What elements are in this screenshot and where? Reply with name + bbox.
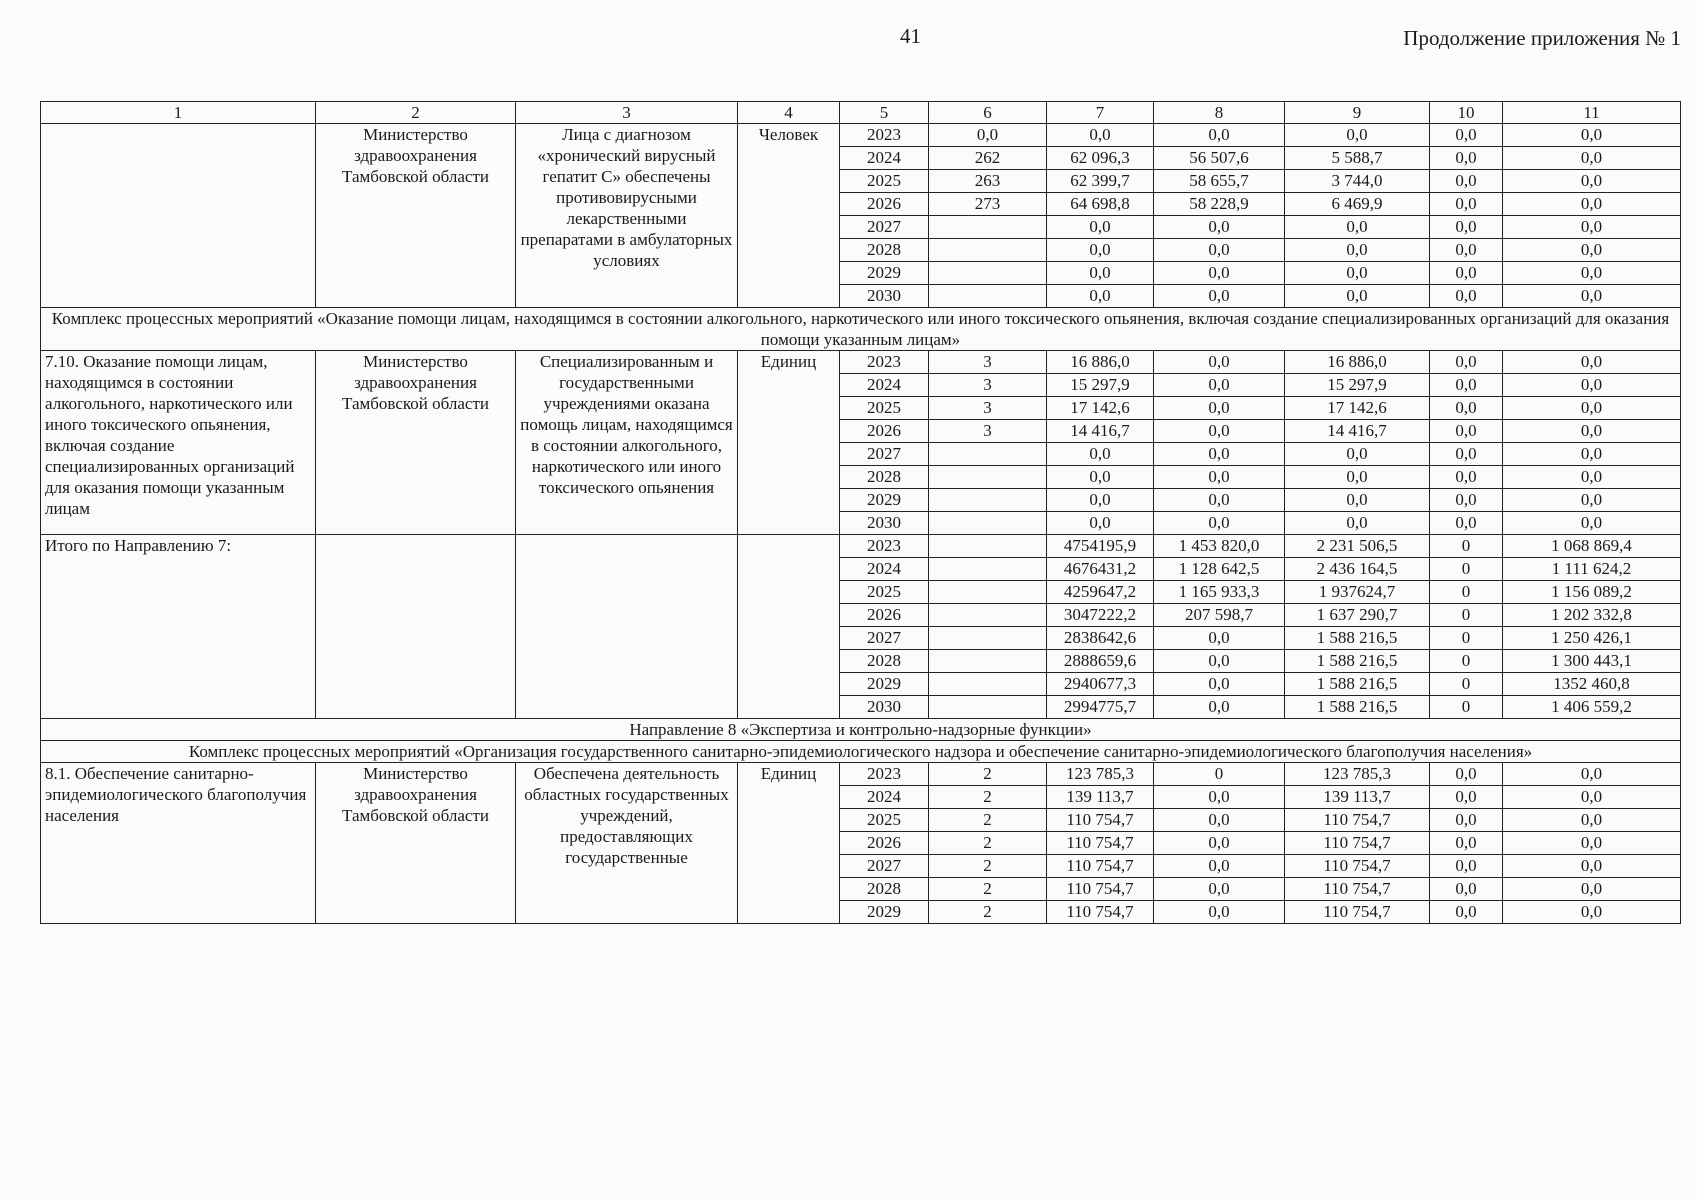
local-budget: 0,0 <box>1430 262 1503 285</box>
extra-budget: 1 068 869,4 <box>1503 535 1681 558</box>
total-funding: 0,0 <box>1047 262 1154 285</box>
extra-budget: 0,0 <box>1503 170 1681 193</box>
target-value: 2 <box>929 901 1047 924</box>
target-value: 2 <box>929 878 1047 901</box>
year: 2025 <box>840 170 929 193</box>
federal-budget: 0,0 <box>1154 832 1285 855</box>
local-budget: 0,0 <box>1430 170 1503 193</box>
year: 2026 <box>840 832 929 855</box>
result-description: Обеспечена деятельность областных государственных учреждений, предоставляющих государственные <box>516 763 738 924</box>
extra-budget: 1 156 089,2 <box>1503 581 1681 604</box>
year: 2025 <box>840 397 929 420</box>
complex-title: Комплекс процессных мероприятий «Организация государственного санитарно-эпидемиологического надзора и обеспечение санитарно-эпидемиологического благополучия населения» <box>41 741 1681 763</box>
year: 2028 <box>840 878 929 901</box>
regional-budget: 1 588 216,5 <box>1285 627 1430 650</box>
year: 2024 <box>840 374 929 397</box>
year: 2027 <box>840 855 929 878</box>
extra-budget: 0,0 <box>1503 786 1681 809</box>
target-value <box>929 535 1047 558</box>
year: 2026 <box>840 193 929 216</box>
direction-title-row <box>41 719 1681 741</box>
target-value <box>929 627 1047 650</box>
total-funding: 0,0 <box>1047 512 1154 535</box>
total-funding: 2940677,3 <box>1047 673 1154 696</box>
local-budget: 0,0 <box>1430 285 1503 308</box>
extra-budget: 0,0 <box>1503 351 1681 374</box>
local-budget: 0 <box>1430 650 1503 673</box>
year: 2024 <box>840 786 929 809</box>
local-budget: 0 <box>1430 604 1503 627</box>
total-funding: 3047222,2 <box>1047 604 1154 627</box>
local-budget: 0,0 <box>1430 147 1503 170</box>
complex-title-row <box>41 308 1681 351</box>
year: 2030 <box>840 696 929 719</box>
year: 2028 <box>840 650 929 673</box>
total-funding: 62 399,7 <box>1047 170 1154 193</box>
target-value <box>929 650 1047 673</box>
column-number-11: 11 <box>1503 102 1681 124</box>
year: 2029 <box>840 673 929 696</box>
year: 2023 <box>840 535 929 558</box>
column-number-3: 3 <box>516 102 738 124</box>
total-funding: 2994775,7 <box>1047 696 1154 719</box>
local-budget: 0,0 <box>1430 901 1503 924</box>
regional-budget: 1 588 216,5 <box>1285 650 1430 673</box>
extra-budget: 1 250 426,1 <box>1503 627 1681 650</box>
complex-title: Комплекс процессных мероприятий «Оказание помощи лицам, находящимся в состоянии алкогольного, наркотического или иного токсического опьянения, включая создание специализированных организаций для оказания помощи указанным лицам» <box>41 308 1681 351</box>
target-value <box>929 581 1047 604</box>
local-budget: 0 <box>1430 696 1503 719</box>
federal-budget: 0,0 <box>1154 239 1285 262</box>
total-label: Итого по Направлению 7: <box>41 535 316 719</box>
local-budget: 0,0 <box>1430 466 1503 489</box>
federal-budget: 1 128 642,5 <box>1154 558 1285 581</box>
federal-budget: 0,0 <box>1154 901 1285 924</box>
empty-cell <box>316 535 516 719</box>
local-budget: 0 <box>1430 581 1503 604</box>
federal-budget: 58 228,9 <box>1154 193 1285 216</box>
year: 2026 <box>840 420 929 443</box>
total-funding: 0,0 <box>1047 285 1154 308</box>
total-funding: 110 754,7 <box>1047 832 1154 855</box>
federal-budget: 0,0 <box>1154 512 1285 535</box>
extra-budget: 0,0 <box>1503 489 1681 512</box>
unit: Единиц <box>738 763 840 924</box>
extra-budget: 0,0 <box>1503 832 1681 855</box>
regional-budget: 0,0 <box>1285 216 1430 239</box>
federal-budget: 0 <box>1154 763 1285 786</box>
federal-budget: 0,0 <box>1154 786 1285 809</box>
extra-budget: 1 300 443,1 <box>1503 650 1681 673</box>
total-funding: 139 113,7 <box>1047 786 1154 809</box>
federal-budget: 0,0 <box>1154 443 1285 466</box>
regional-budget: 0,0 <box>1285 124 1430 147</box>
target-value <box>929 285 1047 308</box>
extra-budget: 0,0 <box>1503 809 1681 832</box>
executor: Министерство здравоохранения Тамбовской области <box>316 351 516 535</box>
target-value <box>929 466 1047 489</box>
extra-budget: 1 406 559,2 <box>1503 696 1681 719</box>
total-funding: 110 754,7 <box>1047 878 1154 901</box>
total-funding: 0,0 <box>1047 443 1154 466</box>
column-number-4: 4 <box>738 102 840 124</box>
year: 2025 <box>840 809 929 832</box>
total-funding: 4676431,2 <box>1047 558 1154 581</box>
federal-budget: 56 507,6 <box>1154 147 1285 170</box>
regional-budget: 110 754,7 <box>1285 878 1430 901</box>
federal-budget: 0,0 <box>1154 696 1285 719</box>
local-budget: 0,0 <box>1430 124 1503 147</box>
year: 2028 <box>840 466 929 489</box>
result-description: Лица с диагнозом «хронический вирусный гепатит С» обеспечены противовирусными лекарственными препаратами в амбулаторных условиях <box>516 124 738 308</box>
column-number-1: 1 <box>41 102 316 124</box>
target-value <box>929 558 1047 581</box>
target-value: 2 <box>929 763 1047 786</box>
local-budget: 0,0 <box>1430 489 1503 512</box>
total-funding: 0,0 <box>1047 466 1154 489</box>
local-budget: 0,0 <box>1430 832 1503 855</box>
regional-budget: 110 754,7 <box>1285 901 1430 924</box>
year: 2024 <box>840 147 929 170</box>
extra-budget: 0,0 <box>1503 262 1681 285</box>
local-budget: 0,0 <box>1430 809 1503 832</box>
local-budget: 0 <box>1430 627 1503 650</box>
extra-budget: 0,0 <box>1503 397 1681 420</box>
target-value <box>929 696 1047 719</box>
year: 2029 <box>840 262 929 285</box>
extra-budget: 0,0 <box>1503 216 1681 239</box>
total-funding: 4754195,9 <box>1047 535 1154 558</box>
target-value <box>929 262 1047 285</box>
target-value: 273 <box>929 193 1047 216</box>
federal-budget: 0,0 <box>1154 397 1285 420</box>
column-number-2: 2 <box>316 102 516 124</box>
extra-budget: 0,0 <box>1503 443 1681 466</box>
target-value <box>929 239 1047 262</box>
regional-budget: 2 436 164,5 <box>1285 558 1430 581</box>
table-row <box>41 351 1681 374</box>
target-value: 3 <box>929 374 1047 397</box>
target-value: 2 <box>929 832 1047 855</box>
extra-budget: 1352 460,8 <box>1503 673 1681 696</box>
column-number-row <box>41 102 1681 124</box>
target-value <box>929 443 1047 466</box>
column-number-5: 5 <box>840 102 929 124</box>
federal-budget: 0,0 <box>1154 878 1285 901</box>
local-budget: 0,0 <box>1430 512 1503 535</box>
year: 2027 <box>840 216 929 239</box>
total-funding: 0,0 <box>1047 124 1154 147</box>
local-budget: 0,0 <box>1430 216 1503 239</box>
total-funding: 2838642,6 <box>1047 627 1154 650</box>
unit: Единиц <box>738 351 840 535</box>
table-row <box>41 763 1681 786</box>
unit: Человек <box>738 124 840 308</box>
local-budget: 0,0 <box>1430 878 1503 901</box>
extra-budget: 0,0 <box>1503 239 1681 262</box>
total-funding: 110 754,7 <box>1047 809 1154 832</box>
target-value: 263 <box>929 170 1047 193</box>
federal-budget: 0,0 <box>1154 650 1285 673</box>
year: 2029 <box>840 489 929 512</box>
target-value: 3 <box>929 420 1047 443</box>
federal-budget: 0,0 <box>1154 809 1285 832</box>
total-funding: 17 142,6 <box>1047 397 1154 420</box>
executor: Министерство здравоохранения Тамбовской области <box>316 763 516 924</box>
federal-budget: 0,0 <box>1154 673 1285 696</box>
extra-budget: 0,0 <box>1503 763 1681 786</box>
regional-budget: 0,0 <box>1285 239 1430 262</box>
regional-budget: 6 469,9 <box>1285 193 1430 216</box>
column-number-7: 7 <box>1047 102 1154 124</box>
extra-budget: 1 111 624,2 <box>1503 558 1681 581</box>
target-value: 3 <box>929 397 1047 420</box>
year: 2030 <box>840 512 929 535</box>
local-budget: 0 <box>1430 558 1503 581</box>
regional-budget: 139 113,7 <box>1285 786 1430 809</box>
extra-budget: 0,0 <box>1503 466 1681 489</box>
total-funding: 16 886,0 <box>1047 351 1154 374</box>
federal-budget: 0,0 <box>1154 627 1285 650</box>
total-funding: 14 416,7 <box>1047 420 1154 443</box>
target-value: 3 <box>929 351 1047 374</box>
measure-name: 8.1. Обеспечение санитарно-эпидемиологического благополучия населения <box>41 763 316 924</box>
measure-name <box>41 124 316 308</box>
extra-budget: 0,0 <box>1503 193 1681 216</box>
extra-budget: 0,0 <box>1503 420 1681 443</box>
federal-budget: 58 655,7 <box>1154 170 1285 193</box>
federal-budget: 0,0 <box>1154 124 1285 147</box>
regional-budget: 5 588,7 <box>1285 147 1430 170</box>
target-value: 2 <box>929 786 1047 809</box>
local-budget: 0 <box>1430 535 1503 558</box>
total-funding: 2888659,6 <box>1047 650 1154 673</box>
local-budget: 0,0 <box>1430 193 1503 216</box>
target-value <box>929 512 1047 535</box>
regional-budget: 0,0 <box>1285 285 1430 308</box>
target-value <box>929 489 1047 512</box>
local-budget: 0,0 <box>1430 374 1503 397</box>
regional-budget: 110 754,7 <box>1285 832 1430 855</box>
federal-budget: 0,0 <box>1154 285 1285 308</box>
regional-budget: 110 754,7 <box>1285 855 1430 878</box>
regional-budget: 16 886,0 <box>1285 351 1430 374</box>
target-value <box>929 604 1047 627</box>
column-number-10: 10 <box>1430 102 1503 124</box>
regional-budget: 14 416,7 <box>1285 420 1430 443</box>
regional-budget: 0,0 <box>1285 262 1430 285</box>
total-funding: 123 785,3 <box>1047 763 1154 786</box>
year: 2028 <box>840 239 929 262</box>
year: 2023 <box>840 124 929 147</box>
extra-budget: 0,0 <box>1503 147 1681 170</box>
federal-budget: 0,0 <box>1154 420 1285 443</box>
year: 2029 <box>840 901 929 924</box>
regional-budget: 2 231 506,5 <box>1285 535 1430 558</box>
table-row <box>41 124 1681 147</box>
target-value: 262 <box>929 147 1047 170</box>
federal-budget: 1 453 820,0 <box>1154 535 1285 558</box>
program-table <box>40 101 1681 924</box>
year: 2024 <box>840 558 929 581</box>
direction-title: Направление 8 «Экспертиза и контрольно-надзорные функции» <box>41 719 1681 741</box>
column-number-9: 9 <box>1285 102 1430 124</box>
complex-title-row <box>41 741 1681 763</box>
target-value <box>929 216 1047 239</box>
regional-budget: 1 588 216,5 <box>1285 673 1430 696</box>
local-budget: 0,0 <box>1430 351 1503 374</box>
appendix-continuation-note: Продолжение приложения № 1 <box>1403 26 1681 50</box>
federal-budget: 0,0 <box>1154 374 1285 397</box>
local-budget: 0,0 <box>1430 420 1503 443</box>
federal-budget: 0,0 <box>1154 262 1285 285</box>
year: 2025 <box>840 581 929 604</box>
extra-budget: 0,0 <box>1503 878 1681 901</box>
regional-budget: 110 754,7 <box>1285 809 1430 832</box>
local-budget: 0,0 <box>1430 786 1503 809</box>
target-value: 2 <box>929 809 1047 832</box>
regional-budget: 3 744,0 <box>1285 170 1430 193</box>
target-value: 2 <box>929 855 1047 878</box>
year: 2027 <box>840 443 929 466</box>
federal-budget: 0,0 <box>1154 216 1285 239</box>
regional-budget: 0,0 <box>1285 443 1430 466</box>
column-number-8: 8 <box>1154 102 1285 124</box>
total-funding: 110 754,7 <box>1047 901 1154 924</box>
regional-budget: 17 142,6 <box>1285 397 1430 420</box>
total-funding: 4259647,2 <box>1047 581 1154 604</box>
federal-budget: 0,0 <box>1154 466 1285 489</box>
regional-budget: 0,0 <box>1285 512 1430 535</box>
year: 2026 <box>840 604 929 627</box>
year: 2027 <box>840 627 929 650</box>
regional-budget: 0,0 <box>1285 466 1430 489</box>
federal-budget: 0,0 <box>1154 351 1285 374</box>
federal-budget: 0,0 <box>1154 489 1285 512</box>
regional-budget: 0,0 <box>1285 489 1430 512</box>
federal-budget: 1 165 933,3 <box>1154 581 1285 604</box>
total-funding: 110 754,7 <box>1047 855 1154 878</box>
regional-budget: 1 588 216,5 <box>1285 696 1430 719</box>
federal-budget: 207 598,7 <box>1154 604 1285 627</box>
year: 2030 <box>840 285 929 308</box>
column-number-6: 6 <box>929 102 1047 124</box>
total-funding: 0,0 <box>1047 216 1154 239</box>
target-value <box>929 673 1047 696</box>
local-budget: 0,0 <box>1430 239 1503 262</box>
empty-cell <box>738 535 840 719</box>
target-value: 0,0 <box>929 124 1047 147</box>
result-description: Специализированным и государственными учреждениями оказана помощь лицам, находящимся в состоянии алкогольного, наркотического или иного токсического опьянения <box>516 351 738 535</box>
regional-budget: 15 297,9 <box>1285 374 1430 397</box>
local-budget: 0 <box>1430 673 1503 696</box>
total-funding: 62 096,3 <box>1047 147 1154 170</box>
local-budget: 0,0 <box>1430 763 1503 786</box>
extra-budget: 0,0 <box>1503 285 1681 308</box>
local-budget: 0,0 <box>1430 397 1503 420</box>
page-number: 41 <box>900 24 921 48</box>
total-funding: 64 698,8 <box>1047 193 1154 216</box>
regional-budget: 1 637 290,7 <box>1285 604 1430 627</box>
extra-budget: 0,0 <box>1503 512 1681 535</box>
extra-budget: 0,0 <box>1503 374 1681 397</box>
empty-cell <box>516 535 738 719</box>
measure-name: 7.10. Оказание помощи лицам, находящимся в состоянии алкогольного, наркотического или иного токсического опьянения, включая создание специализированных организаций для оказания помощи указанным лицам <box>41 351 316 535</box>
local-budget: 0,0 <box>1430 443 1503 466</box>
total-funding: 0,0 <box>1047 239 1154 262</box>
extra-budget: 1 202 332,8 <box>1503 604 1681 627</box>
extra-budget: 0,0 <box>1503 901 1681 924</box>
extra-budget: 0,0 <box>1503 855 1681 878</box>
regional-budget: 1 937624,7 <box>1285 581 1430 604</box>
year: 2023 <box>840 763 929 786</box>
regional-budget: 123 785,3 <box>1285 763 1430 786</box>
extra-budget: 0,0 <box>1503 124 1681 147</box>
table-row <box>41 535 1681 558</box>
local-budget: 0,0 <box>1430 855 1503 878</box>
year: 2023 <box>840 351 929 374</box>
total-funding: 15 297,9 <box>1047 374 1154 397</box>
federal-budget: 0,0 <box>1154 855 1285 878</box>
executor: Министерство здравоохранения Тамбовской области <box>316 124 516 308</box>
total-funding: 0,0 <box>1047 489 1154 512</box>
